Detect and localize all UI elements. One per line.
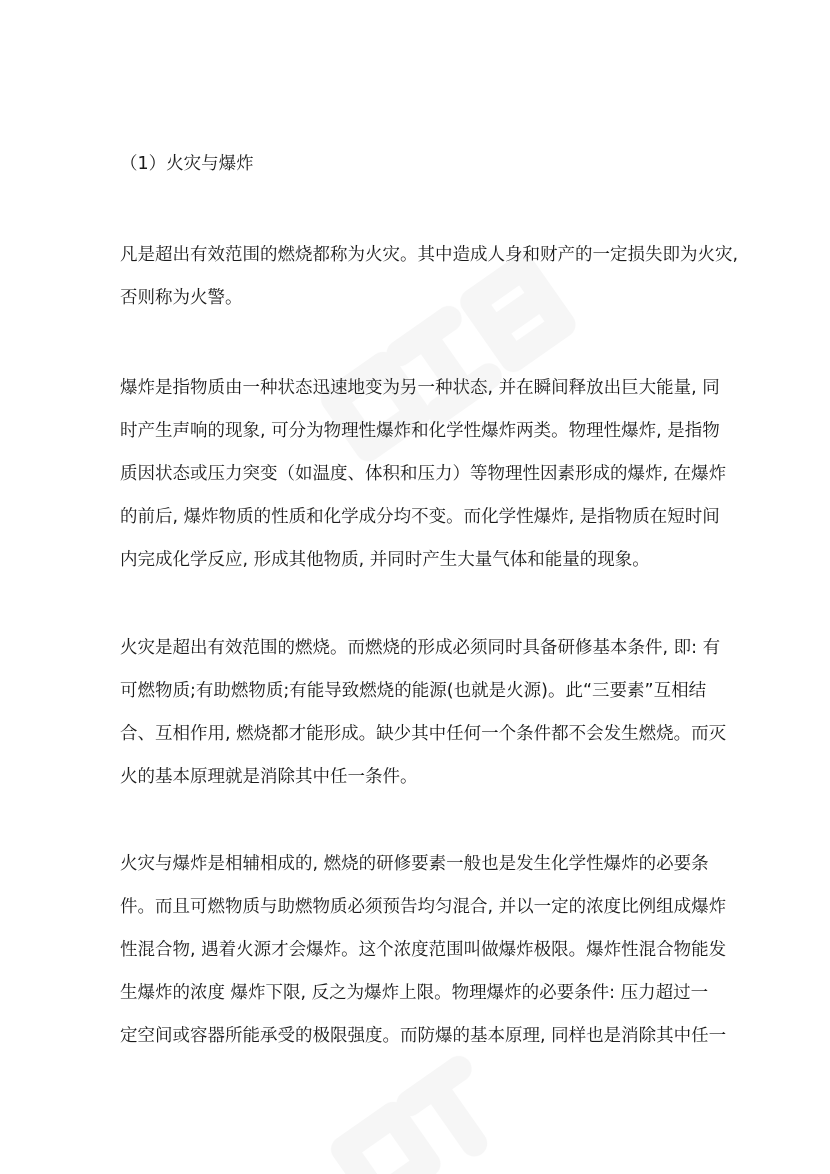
paragraph-4-line-5: 定空间或容器所能承受的极限强度。而防爆的基本原理, 同样也是消除其中任一 [120, 1026, 727, 1046]
paragraph-2-line-1: 爆炸是指物质由一种状态迅速地变为另一种状态, 并在瞬间释放出巨大能量, 同 [120, 378, 720, 398]
paragraph-4-line-2: 件。而且可燃物质与助燃物质必须预告均匀混合, 并以一定的浓度比例组成爆炸 [120, 897, 727, 917]
paragraph-3-line-1: 火灾是超出有效范围的燃烧。而燃烧的形成必须同时具备研修基本条件, 即: 有 [120, 638, 721, 658]
paragraph-2-line-4: 的前后, 爆炸物质的性质和化学成分均不变。而化学性爆炸, 是指物质在短时间 [120, 507, 720, 527]
paragraph-4-line-1: 火灾与爆炸是相辅相成的, 燃烧的研修要素一般也是发生化学性爆炸的必要条 [120, 854, 709, 874]
paragraph-1-line-1: 凡是超出有效范围的燃烧都称为火灾。其中造成人身和财产的一定损失即为火灾, [120, 245, 739, 265]
paragraph-3-line-4: 火的基本原理就是消除其中任一条件。 [120, 767, 418, 787]
paragraph-4-line-3: 性混合物, 遇着火源才会爆炸。这个浓度范围叫做爆炸极限。爆炸性混合物能发 [120, 940, 727, 960]
paragraph-4-line-4: 生爆炸的浓度 爆炸下限, 反之为爆炸上限。物理爆炸的必要条件: 压力超过一 [120, 983, 709, 1003]
paragraph-2-line-5: 内完成化学反应, 形成其他物质, 并同时产生大量气体和能量的现象。 [120, 550, 650, 570]
section-heading: （1）火灾与爆炸 [120, 154, 254, 174]
paragraph-1-line-2: 否则称为火警。 [120, 288, 243, 308]
paragraph-2-line-2: 时产生声响的现象, 可分为物理性爆炸和化学性爆炸两类。物理性爆炸, 是指物 [120, 421, 720, 441]
paragraph-2-line-3: 质因状态或压力突变（如温度、体积和压力）等物理性因素形成的爆炸, 在爆炸 [120, 464, 727, 484]
paragraph-3-line-2: 可燃物质;有助燃物质;有能导致燃烧的能源(也就是火源)。此“三要素”互相结 [120, 681, 707, 701]
paragraph-3-line-3: 合、互相作用, 燃烧都才能形成。缺少其中任何一个条件都不会发生燃烧。而灭 [120, 724, 727, 744]
